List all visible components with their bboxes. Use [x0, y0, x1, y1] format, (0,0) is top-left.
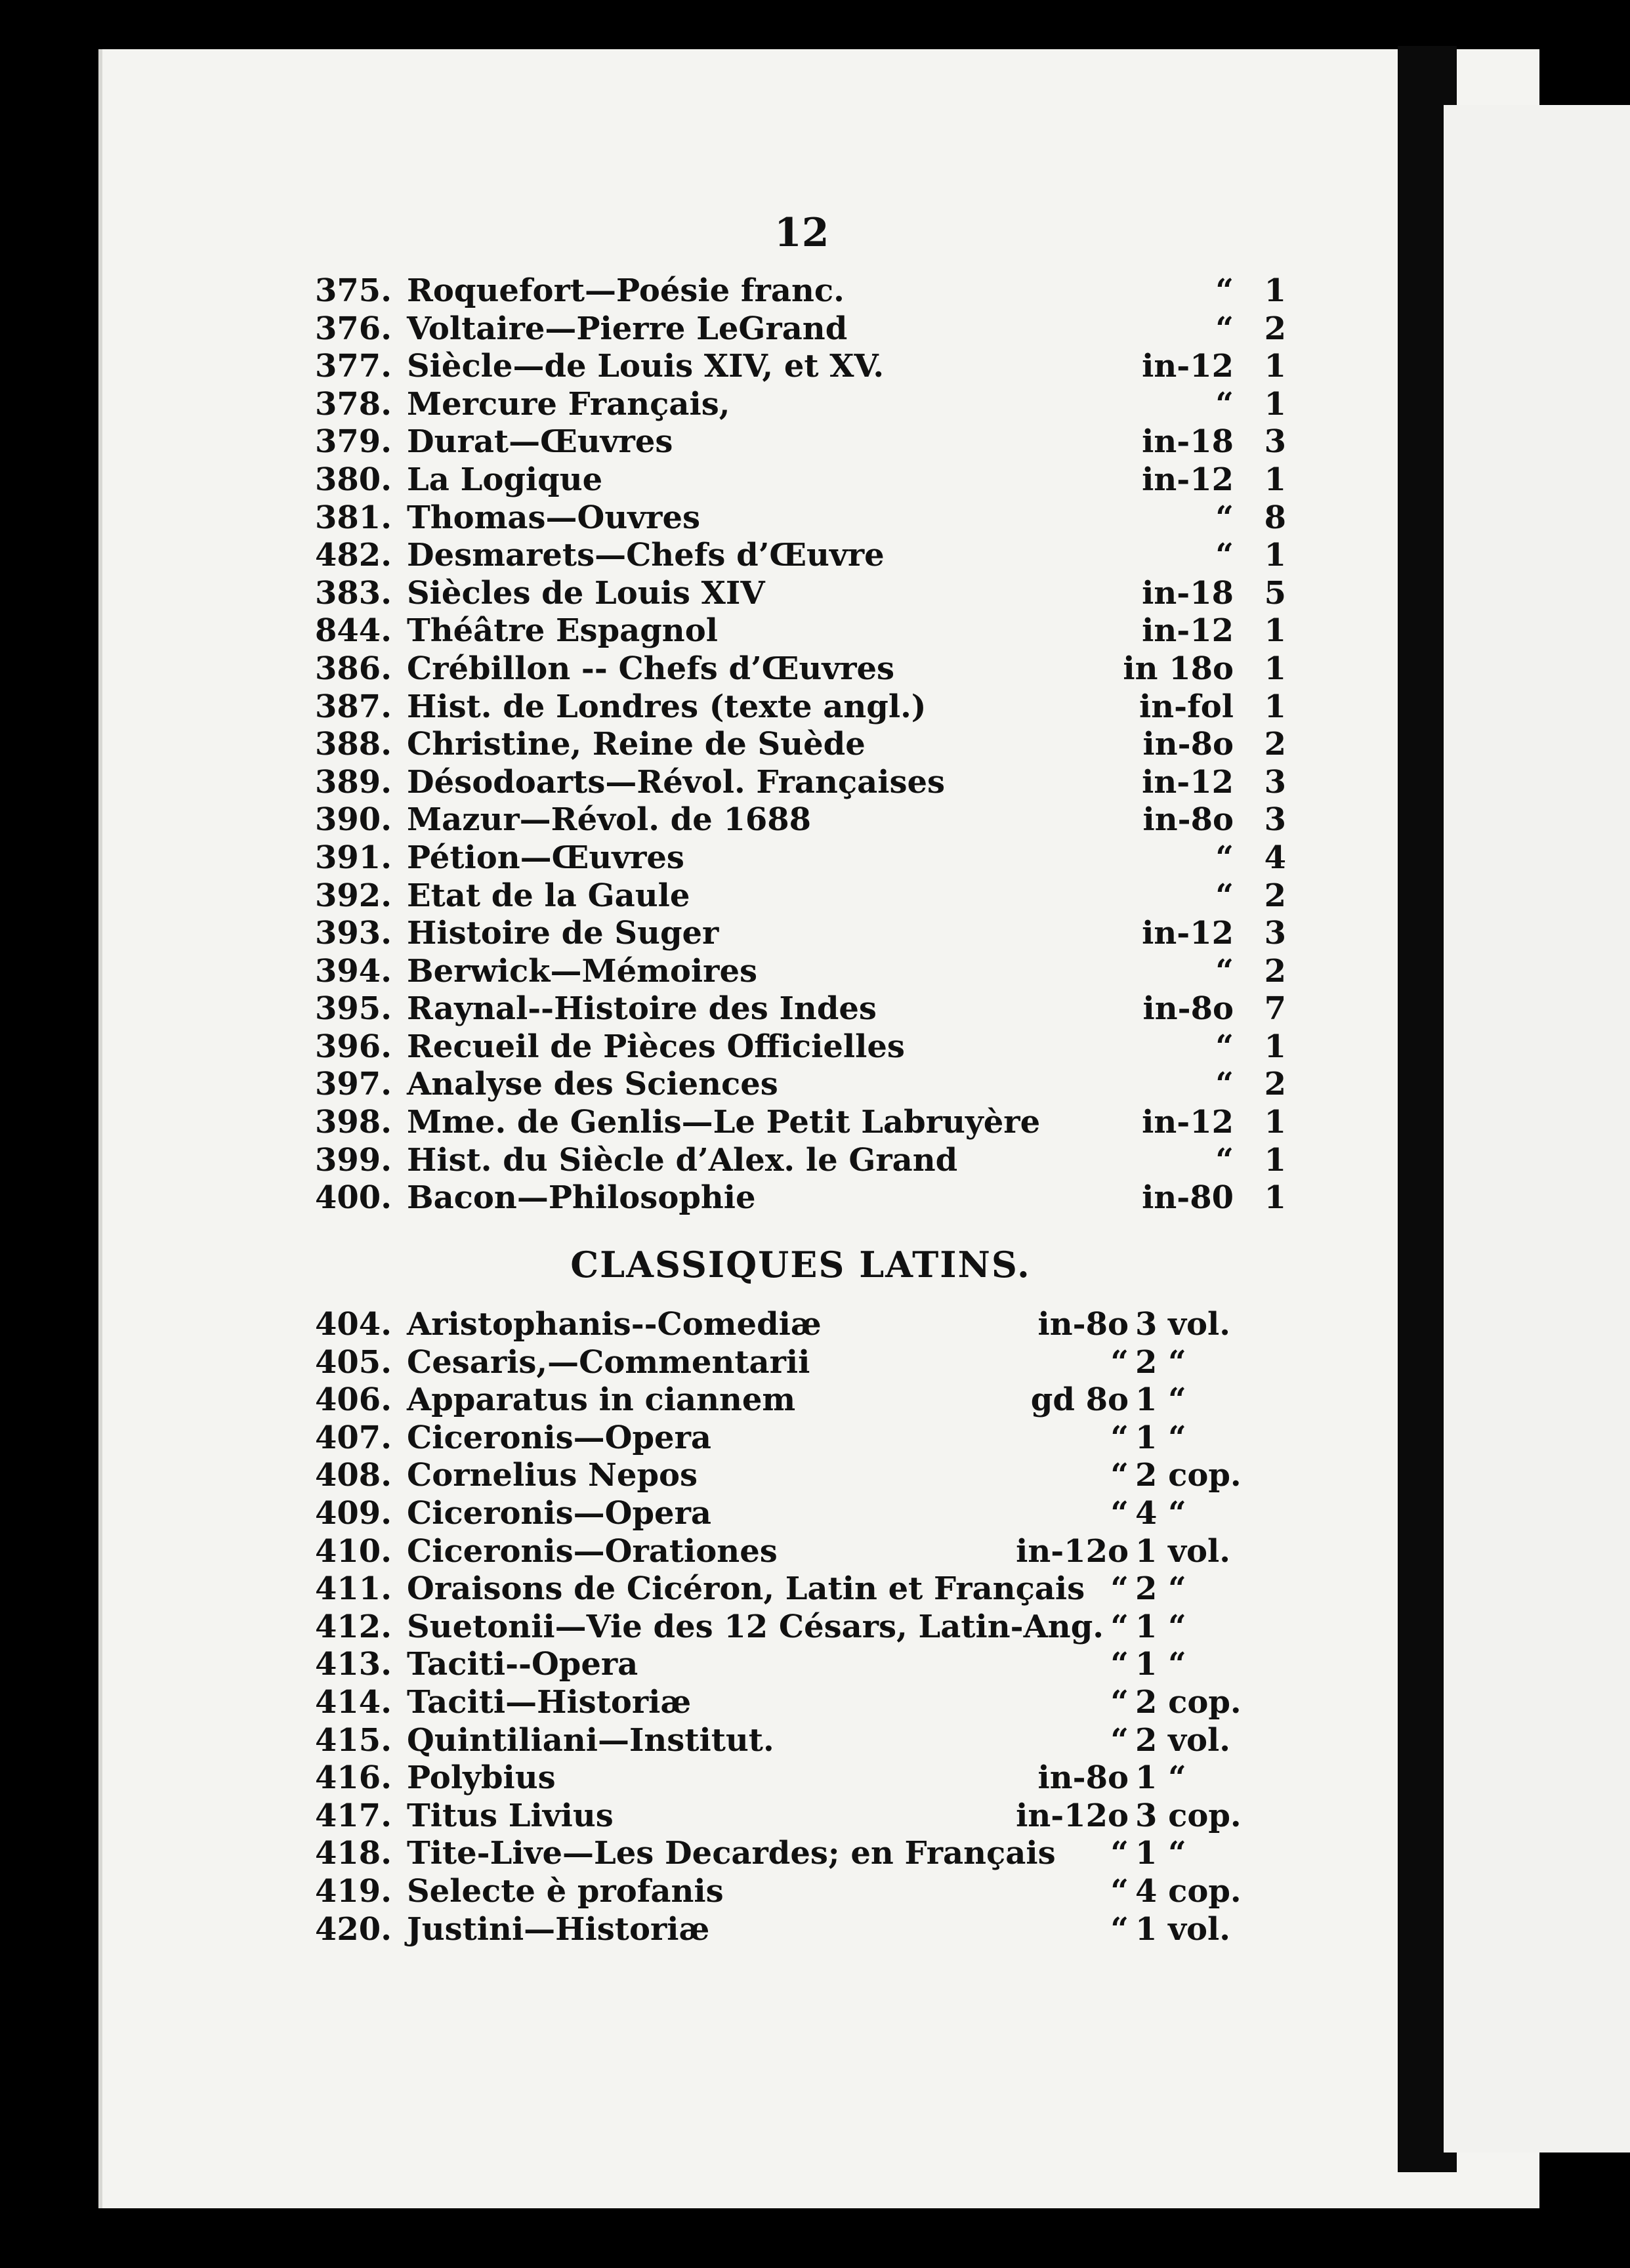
entry-number: 411. [315, 1570, 392, 1608]
entry-title: Oraisons de Cicéron, Latin et Français [407, 1570, 1085, 1608]
entry-format: in-12o [1016, 1797, 1129, 1834]
entry-quantity: 2 “ [1135, 1343, 1186, 1381]
entry-quantity: 2 cop. [1135, 1683, 1242, 1721]
entry-title: Cornelius Nepos [407, 1457, 698, 1494]
entry-format: in-8o [1142, 801, 1234, 839]
entry-format: “ [1110, 1419, 1129, 1456]
list-item [315, 1495, 1260, 1533]
entry-number: 408. [315, 1457, 392, 1494]
entry-title: Desmarets—Chefs d’Œuvre [407, 537, 885, 574]
entry-number: 376. [315, 310, 392, 347]
catalog-list-french [315, 272, 1286, 1217]
entry-number: 413. [315, 1646, 392, 1683]
entry-quantity: 1 [1264, 1028, 1286, 1065]
list-item [315, 990, 1286, 1028]
entry-quantity: 5 [1264, 574, 1286, 612]
entry-title: Durat—Œuvres [407, 423, 673, 461]
list-item [315, 764, 1286, 802]
entry-quantity: 1 [1264, 1104, 1286, 1141]
entry-title: Roquefort—Poésie franc. [407, 272, 845, 309]
list-item [315, 1646, 1260, 1684]
list-item [315, 726, 1286, 764]
entry-quantity: 1 [1264, 461, 1286, 498]
entry-number: 482. [315, 537, 392, 574]
entry-number: 409. [315, 1494, 392, 1532]
entry-quantity: 2 [1264, 310, 1286, 347]
entry-title: Mercure Français, [407, 385, 730, 423]
entry-format: “ [1110, 1835, 1129, 1872]
entry-title: Etat de la Gaule [407, 877, 690, 914]
entry-quantity: 2 “ [1135, 1570, 1186, 1608]
entry-title: Crébillon -- Chefs d’Œuvres [407, 650, 895, 687]
entry-number: 391. [315, 839, 392, 876]
entry-quantity: 2 [1264, 952, 1286, 990]
entry-quantity: 2 [1264, 726, 1286, 763]
entry-number: 389. [315, 763, 392, 801]
entry-title: Histoire de Suger [407, 915, 719, 952]
entry-number: 407. [315, 1419, 392, 1456]
entry-number: 377. [315, 348, 392, 385]
entry-format: “ [1215, 385, 1234, 423]
entry-format: “ [1215, 877, 1234, 914]
entry-quantity: 3 [1264, 801, 1286, 839]
list-item [315, 1911, 1260, 1949]
entry-quantity: 1 “ [1135, 1608, 1186, 1645]
entry-number: 400. [315, 1179, 392, 1217]
entry-title: Mazur—Révol. de 1688 [407, 801, 812, 839]
entry-quantity: 3 [1264, 915, 1286, 952]
entry-quantity: 1 [1264, 650, 1286, 687]
entry-format: “ [1215, 272, 1234, 309]
list-item [315, 1533, 1260, 1571]
entry-format: “ [1215, 499, 1234, 536]
entry-format: “ [1110, 1646, 1129, 1683]
entry-number: 393. [315, 915, 392, 952]
entry-title: Raynal--Histoire des Indes [407, 990, 877, 1028]
entry-number: 398. [315, 1104, 392, 1141]
entry-quantity: 1 vol. [1135, 1532, 1230, 1570]
entry-title: Taciti--Opera [407, 1646, 638, 1683]
list-item [315, 1179, 1286, 1217]
entry-title: Thomas—Ouvres [407, 499, 700, 536]
entry-quantity: 2 [1264, 877, 1286, 914]
entry-format: “ [1110, 1457, 1129, 1494]
entry-number: 394. [315, 952, 392, 990]
entry-format: in-12o [1016, 1532, 1129, 1570]
list-item [315, 1306, 1260, 1344]
entry-number: 415. [315, 1721, 392, 1759]
entry-format: in-12 [1142, 461, 1234, 498]
entry-quantity: 2 cop. [1135, 1457, 1242, 1494]
list-item [315, 537, 1286, 575]
entry-format: “ [1110, 1721, 1129, 1759]
entry-number: 406. [315, 1381, 392, 1419]
entry-number: 392. [315, 877, 392, 914]
entry-title: Aristophanis--Comediæ [407, 1306, 822, 1343]
entry-number: 387. [315, 688, 392, 725]
entry-number: 399. [315, 1141, 392, 1179]
entry-quantity: 1 [1264, 272, 1286, 309]
list-item [315, 1142, 1286, 1180]
entry-format: “ [1215, 1028, 1234, 1065]
entry-quantity: 1 [1264, 1179, 1286, 1217]
entry-format: in-12 [1142, 612, 1234, 650]
entry-number: 380. [315, 461, 392, 498]
entry-title: Voltaire—Pierre LeGrand [407, 310, 848, 347]
entry-format: gd 8o [1030, 1381, 1129, 1419]
entry-title: Analyse des Sciences [407, 1066, 778, 1103]
list-item [315, 1759, 1260, 1797]
entry-quantity: 1 [1264, 348, 1286, 385]
entry-quantity: 7 [1264, 990, 1286, 1028]
list-item [315, 612, 1286, 650]
list-item [315, 650, 1286, 688]
entry-title: Ciceronis—Opera [407, 1419, 711, 1456]
list-item [315, 1835, 1260, 1873]
entry-format: “ [1110, 1872, 1129, 1910]
entry-number: 383. [315, 574, 392, 612]
list-item [315, 1419, 1260, 1458]
list-item [315, 1722, 1260, 1760]
entry-number: 412. [315, 1608, 392, 1645]
entry-quantity: 1 “ [1135, 1419, 1186, 1456]
entry-number: 410. [315, 1532, 392, 1570]
entry-number: 381. [315, 499, 392, 536]
entry-title: Tite-Live—Les Decardes; en Français [407, 1835, 1056, 1872]
catalog-list-latin [315, 1306, 1260, 1948]
entry-format: “ [1110, 1683, 1129, 1721]
entry-format: “ [1215, 537, 1234, 574]
entry-quantity: 3 [1264, 763, 1286, 801]
list-item [315, 688, 1286, 726]
list-item [315, 310, 1286, 348]
entry-format: “ [1215, 952, 1234, 990]
section-heading: CLASSIQUES LATINS. [570, 1244, 1031, 1286]
list-item [315, 1797, 1260, 1836]
entry-format: “ [1215, 1066, 1234, 1103]
entry-number: 404. [315, 1306, 392, 1343]
entry-title: Théâtre Espagnol [407, 612, 718, 650]
entry-format: in-12 [1142, 763, 1234, 801]
list-item [315, 1104, 1286, 1142]
entry-title: La Logique [407, 461, 603, 498]
entry-title: Taciti—Historiæ [407, 1683, 692, 1721]
entry-format: in-80 [1142, 1179, 1234, 1217]
entry-format: “ [1215, 1141, 1234, 1179]
entry-number: 405. [315, 1343, 392, 1381]
entry-format: “ [1215, 310, 1234, 347]
entry-quantity: 3 vol. [1135, 1306, 1230, 1343]
entry-quantity: 1 “ [1135, 1646, 1186, 1683]
entry-format: “ [1110, 1570, 1129, 1608]
entry-number: 375. [315, 272, 392, 309]
entry-quantity: 4 cop. [1135, 1872, 1242, 1910]
entry-format: in-12 [1142, 915, 1234, 952]
entry-title: Polybius [407, 1759, 556, 1797]
list-item [315, 801, 1286, 839]
entry-format: in-18 [1142, 574, 1234, 612]
entry-number: 844. [315, 612, 392, 650]
entry-quantity: 1 “ [1135, 1835, 1186, 1872]
entry-quantity: 1 “ [1135, 1759, 1186, 1797]
entry-title: Ciceronis—Orationes [407, 1532, 778, 1570]
list-item [315, 423, 1286, 461]
entry-quantity: 4 [1264, 839, 1286, 876]
entry-format: “ [1110, 1494, 1129, 1532]
list-item [315, 348, 1286, 386]
entry-quantity: 2 vol. [1135, 1721, 1230, 1759]
list-item [315, 1028, 1286, 1066]
list-item [315, 272, 1286, 310]
list-item [315, 461, 1286, 499]
entry-format: in-8o [1037, 1759, 1129, 1797]
entry-format: in-12 [1142, 348, 1234, 385]
entry-title: Hist. de Londres (texte angl.) [407, 688, 927, 725]
entry-quantity: 1 vol. [1135, 1910, 1230, 1948]
list-item [315, 1066, 1286, 1104]
entry-number: 416. [315, 1759, 392, 1797]
entry-number: 386. [315, 650, 392, 687]
entry-number: 378. [315, 385, 392, 423]
entry-title: Siècles de Louis XIV [407, 574, 765, 612]
list-item [315, 1684, 1260, 1722]
list-item [315, 839, 1286, 877]
entry-number: 395. [315, 990, 392, 1028]
entry-format: in-12 [1142, 1104, 1234, 1141]
list-item [315, 575, 1286, 613]
entry-format: in-8o [1142, 990, 1234, 1028]
entry-title: Recueil de Pièces Officielles [407, 1028, 905, 1065]
entry-number: 414. [315, 1683, 392, 1721]
entry-quantity: 1 [1264, 537, 1286, 574]
entry-title: Titus Livius [407, 1797, 614, 1834]
entry-format: “ [1110, 1910, 1129, 1948]
entry-format: “ [1215, 839, 1234, 876]
entry-format: in-8o [1037, 1306, 1129, 1343]
entry-format: in-8o [1142, 726, 1234, 763]
list-item [315, 1873, 1260, 1911]
list-item [315, 877, 1286, 915]
entry-number: 397. [315, 1066, 392, 1103]
entry-title: Hist. du Siècle d’Alex. le Grand [407, 1141, 958, 1179]
entry-format: “ [1110, 1343, 1129, 1381]
adjacent-page-strip [1444, 105, 1630, 2152]
entry-title: Désodoarts—Révol. Françaises [407, 763, 946, 801]
entry-title: Christine, Reine de Suède [407, 726, 866, 763]
entry-quantity: 8 [1264, 499, 1286, 536]
list-item [315, 386, 1286, 424]
entry-format: “ [1110, 1608, 1129, 1645]
list-item [315, 1457, 1260, 1495]
entry-format: in 18o [1123, 650, 1234, 687]
entry-number: 420. [315, 1910, 392, 1948]
list-item [315, 1570, 1260, 1608]
entry-number: 379. [315, 423, 392, 461]
entry-number: 417. [315, 1797, 392, 1834]
entry-title: Justini—Historiæ [407, 1910, 710, 1948]
entry-quantity: 1 [1264, 1141, 1286, 1179]
entry-quantity: 4 “ [1135, 1494, 1186, 1532]
entry-quantity: 1 [1264, 612, 1286, 650]
entry-quantity: 3 [1264, 423, 1286, 461]
entry-title: Berwick—Mémoires [407, 952, 757, 990]
entry-title: Quintiliani—Institut. [407, 1721, 774, 1759]
list-item [315, 915, 1286, 953]
entry-title: Pétion—Œuvres [407, 839, 684, 876]
entry-title: Suetonii—Vie des 12 Césars, Latin-Ang. [407, 1608, 1104, 1645]
entry-quantity: 1 “ [1135, 1381, 1186, 1419]
entry-title: Selecte è profanis [407, 1872, 724, 1910]
list-item [315, 953, 1286, 991]
entry-title: Ciceronis—Opera [407, 1494, 711, 1532]
entry-title: Mme. de Genlis—Le Petit Labruyère [407, 1104, 1041, 1141]
entry-number: 388. [315, 726, 392, 763]
list-item [315, 1608, 1260, 1647]
entry-format: in-fol [1139, 688, 1234, 725]
entry-title: Siècle—de Louis XIV, et XV. [407, 348, 885, 385]
list-item [315, 1344, 1260, 1382]
entry-number: 418. [315, 1835, 392, 1872]
entry-title: Bacon—Philosophie [407, 1179, 756, 1217]
entry-title: Cesaris,—Commentarii [407, 1343, 810, 1381]
entry-title: Apparatus in ciannem [407, 1381, 796, 1419]
entry-number: 419. [315, 1872, 392, 1910]
entry-number: 396. [315, 1028, 392, 1065]
entry-number: 390. [315, 801, 392, 839]
page-number: 12 [774, 210, 829, 256]
entry-quantity: 1 [1264, 385, 1286, 423]
entry-quantity: 2 [1264, 1066, 1286, 1103]
list-item [315, 499, 1286, 537]
entry-quantity: 1 [1264, 688, 1286, 725]
entry-quantity: 3 cop. [1135, 1797, 1242, 1834]
list-item [315, 1381, 1260, 1419]
entry-format: in-18 [1142, 423, 1234, 461]
